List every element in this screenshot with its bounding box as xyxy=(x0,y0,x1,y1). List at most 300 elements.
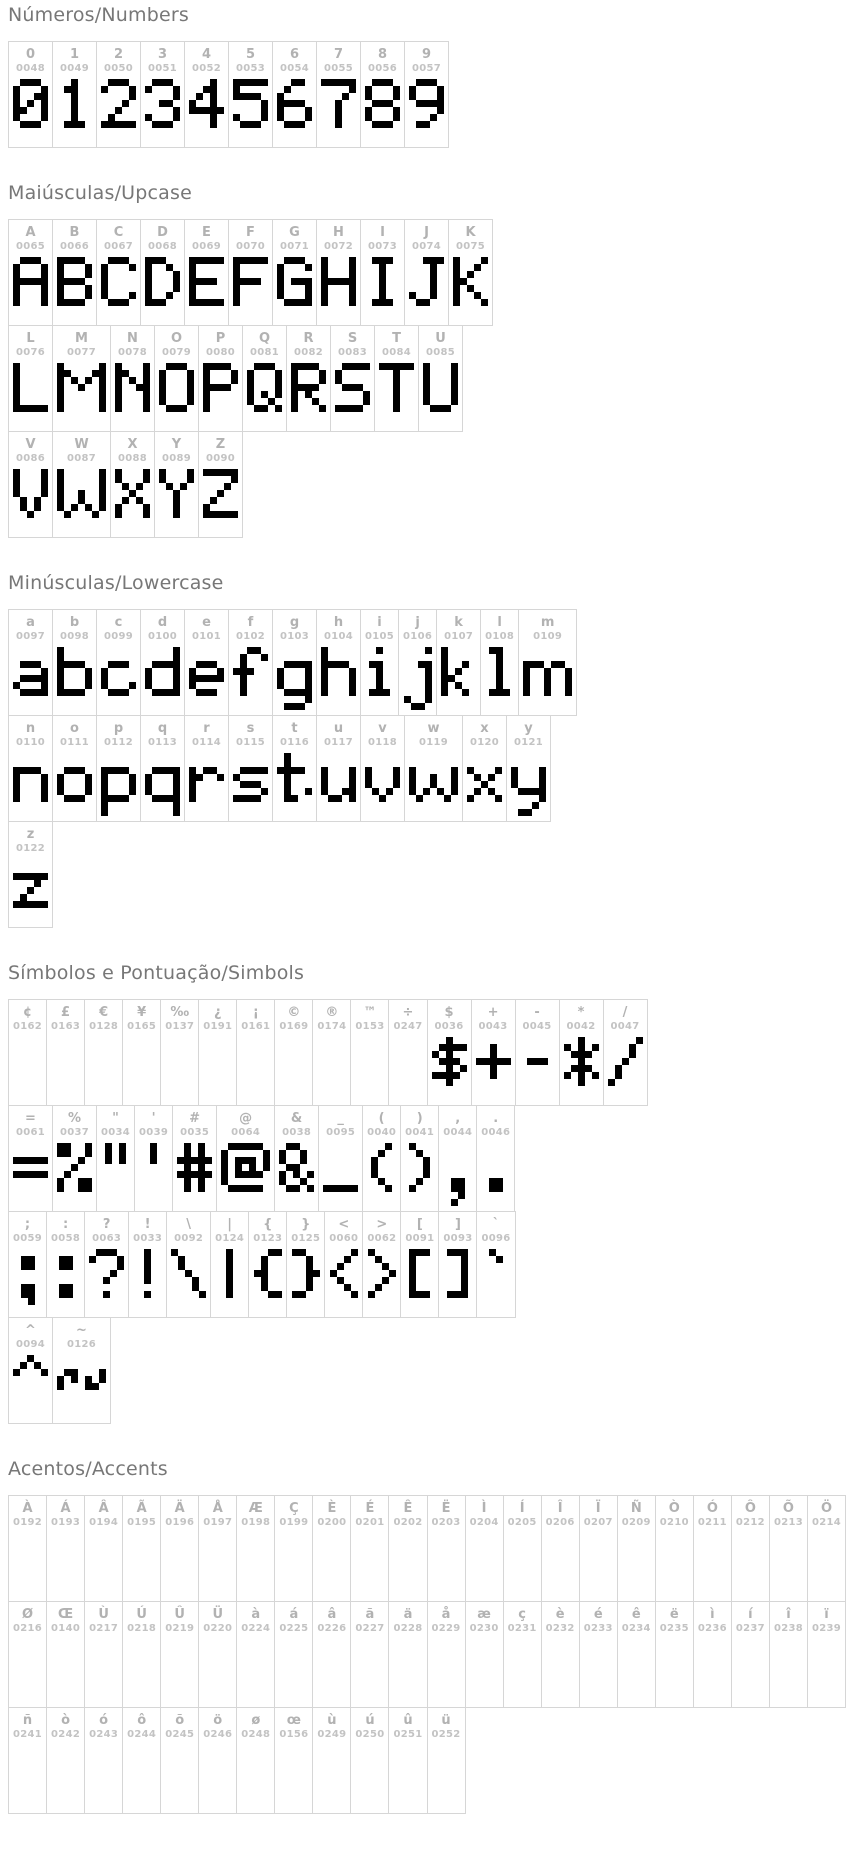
character-label: p xyxy=(113,721,124,736)
character-label: Ü xyxy=(212,1607,224,1622)
character-label: B xyxy=(69,225,80,240)
pixel-glyph xyxy=(608,1037,643,1100)
character-cell xyxy=(96,1106,134,1211)
pixel-glyph xyxy=(57,79,92,142)
character-label: o xyxy=(70,721,79,736)
character-cell xyxy=(398,610,436,715)
character-label: ] xyxy=(454,1217,461,1232)
character-label: u xyxy=(333,721,344,736)
pixel-glyph xyxy=(476,1037,511,1100)
character-label: æ xyxy=(477,1607,491,1622)
character-cell xyxy=(198,1602,236,1707)
character-label: € xyxy=(99,1005,109,1020)
character-label: / xyxy=(622,1005,628,1020)
character-code: 0224 xyxy=(241,1623,271,1634)
character-cell xyxy=(515,1000,559,1105)
pixel-glyph xyxy=(13,753,48,816)
character-code: 0156 xyxy=(279,1729,309,1740)
pixel-glyph xyxy=(13,1143,48,1206)
section-title: Números/Numbers xyxy=(8,4,189,26)
character-label: Æ xyxy=(248,1501,263,1516)
character-code: 0046 xyxy=(481,1127,511,1138)
character-cell xyxy=(9,1106,52,1211)
pixel-glyph xyxy=(159,469,194,532)
character-label: * xyxy=(577,1005,585,1020)
character-label: # xyxy=(189,1111,201,1126)
character-cell xyxy=(210,1212,248,1317)
character-cell xyxy=(184,716,228,821)
character-cell xyxy=(9,822,52,927)
character-row xyxy=(8,219,493,326)
pixel-glyph xyxy=(171,1249,206,1312)
character-cell xyxy=(154,432,198,537)
character-code: 0101 xyxy=(191,631,222,642)
pixel-glyph xyxy=(379,363,414,426)
character-code: 0237 xyxy=(735,1623,765,1634)
character-cell xyxy=(286,326,330,431)
character-code: 0038 xyxy=(282,1127,312,1138)
character-label: Û xyxy=(174,1607,185,1622)
character-label: Õ xyxy=(782,1501,794,1516)
character-cell xyxy=(122,1496,160,1601)
pixel-glyph xyxy=(467,753,502,816)
character-label: w xyxy=(427,721,440,736)
character-label: â xyxy=(327,1607,337,1622)
pixel-glyph xyxy=(21,1249,35,1312)
character-label: ã xyxy=(365,1607,375,1622)
character-cell xyxy=(9,1708,46,1813)
character-code: 0058 xyxy=(51,1233,81,1244)
pixel-glyph xyxy=(409,1249,430,1312)
pixel-glyph xyxy=(321,647,356,710)
section-title: Maiúsculas/Upcase xyxy=(8,182,193,204)
character-cell xyxy=(184,610,228,715)
character-cell xyxy=(286,1212,324,1317)
character-code: 0124 xyxy=(215,1233,245,1244)
character-cell xyxy=(312,1496,350,1601)
character-cell xyxy=(350,1708,388,1813)
character-cell xyxy=(184,42,228,147)
character-cell xyxy=(274,1106,318,1211)
character-cell xyxy=(110,432,154,537)
character-code: 0087 xyxy=(66,453,97,464)
character-cell xyxy=(9,220,52,325)
pixel-glyph xyxy=(145,647,180,710)
character-cell xyxy=(579,1602,617,1707)
character-label: À xyxy=(22,1501,33,1516)
character-code: 0073 xyxy=(367,241,398,252)
character-label: T xyxy=(392,331,401,346)
character-label: " xyxy=(112,1111,119,1126)
pixel-glyph xyxy=(189,647,224,710)
character-cell xyxy=(272,716,316,821)
character-cell xyxy=(122,1000,160,1105)
character-row-wrap xyxy=(8,1106,730,1212)
character-code: 0245 xyxy=(165,1729,195,1740)
character-label: à xyxy=(251,1607,261,1622)
pixel-glyph xyxy=(145,257,180,320)
character-code: 0097 xyxy=(15,631,46,642)
pixel-glyph xyxy=(409,1143,430,1206)
pixel-glyph xyxy=(144,1249,151,1312)
character-cell xyxy=(350,1496,388,1601)
character-label: $ xyxy=(444,1005,454,1020)
character-cell xyxy=(9,610,52,715)
character-code: 0102 xyxy=(235,631,266,642)
character-label: @ xyxy=(239,1111,253,1126)
character-code: 0250 xyxy=(355,1729,385,1740)
character-label: f xyxy=(247,615,254,630)
character-label: Ë xyxy=(441,1501,451,1516)
character-code: 0091 xyxy=(405,1233,435,1244)
character-label: b xyxy=(69,615,80,630)
character-code: 0094 xyxy=(15,1339,46,1350)
character-label: | xyxy=(227,1217,233,1232)
character-cell xyxy=(110,326,154,431)
pixel-glyph xyxy=(101,79,136,142)
character-code: 0251 xyxy=(393,1729,423,1740)
character-cell xyxy=(46,1000,84,1105)
character-cell xyxy=(236,1000,274,1105)
pixel-glyph xyxy=(189,753,224,816)
character-label: } xyxy=(301,1217,311,1232)
character-cell xyxy=(427,1000,471,1105)
character-label: D xyxy=(157,225,168,240)
character-code: 0089 xyxy=(161,453,192,464)
character-label: ! xyxy=(144,1217,151,1232)
character-code: 0204 xyxy=(469,1517,499,1528)
character-code: 0069 xyxy=(191,241,222,252)
pixel-glyph xyxy=(371,1143,392,1206)
character-label: Ù xyxy=(98,1607,109,1622)
section-title: Minúsculas/Lowercase xyxy=(8,572,224,594)
character-label: Ö xyxy=(820,1501,833,1516)
character-code: 0095 xyxy=(326,1127,356,1138)
character-code: 0078 xyxy=(117,347,148,358)
character-code: 0231 xyxy=(507,1623,537,1634)
character-label: h xyxy=(333,615,344,630)
pixel-glyph xyxy=(365,257,400,320)
character-label: ® xyxy=(325,1005,339,1020)
character-cell xyxy=(427,1708,465,1813)
character-code: 0194 xyxy=(89,1517,119,1528)
character-code: 0057 xyxy=(411,63,442,74)
character-label: Q xyxy=(258,331,271,346)
character-code: 0048 xyxy=(15,63,46,74)
pixel-glyph xyxy=(13,469,48,532)
character-cell xyxy=(52,432,110,537)
pixel-glyph xyxy=(13,79,48,142)
pixel-glyph xyxy=(447,1249,468,1312)
character-label: è xyxy=(555,1607,565,1622)
character-label: ~ xyxy=(76,1323,87,1338)
character-label: P xyxy=(215,331,226,346)
character-code: 0051 xyxy=(147,63,178,74)
character-cell xyxy=(96,42,140,147)
character-label: 0 xyxy=(25,47,36,62)
character-code: 0115 xyxy=(235,737,266,748)
character-code: 0111 xyxy=(59,737,90,748)
character-label: x xyxy=(480,721,489,736)
character-code: 0040 xyxy=(367,1127,397,1138)
character-label: Á xyxy=(60,1501,71,1516)
character-code: 0114 xyxy=(191,737,222,748)
character-cell xyxy=(160,1496,198,1601)
character-label: M xyxy=(75,331,88,346)
pixel-glyph xyxy=(369,647,390,710)
character-code: 0056 xyxy=(367,63,398,74)
character-cell xyxy=(172,1106,216,1211)
character-code: 0096 xyxy=(481,1233,511,1244)
character-code: 0083 xyxy=(337,347,368,358)
character-code: 0065 xyxy=(15,241,46,252)
character-label: ï xyxy=(824,1607,829,1622)
character-cell xyxy=(9,1212,46,1317)
character-row-wrap xyxy=(8,1212,730,1318)
character-cell xyxy=(272,610,316,715)
character-label: á xyxy=(289,1607,299,1622)
character-code: 0252 xyxy=(431,1729,461,1740)
character-cell xyxy=(316,42,360,147)
character-code: 0061 xyxy=(15,1127,46,1138)
character-code: 0210 xyxy=(659,1517,689,1528)
character-code: 0193 xyxy=(51,1517,81,1528)
character-code: 0230 xyxy=(469,1623,499,1634)
character-label: n xyxy=(25,721,36,736)
character-label: i xyxy=(377,615,382,630)
character-code: 0165 xyxy=(127,1021,157,1032)
character-label: r xyxy=(203,721,210,736)
pixel-glyph xyxy=(150,1143,157,1206)
character-cell xyxy=(160,1708,198,1813)
character-label: ' xyxy=(151,1111,156,1126)
character-label: ` xyxy=(492,1217,500,1232)
character-code: 0052 xyxy=(191,63,222,74)
pixel-glyph xyxy=(254,1249,282,1312)
character-code: 0125 xyxy=(291,1233,321,1244)
character-label: \ xyxy=(186,1217,192,1232)
character-code: 0242 xyxy=(51,1729,81,1740)
character-label: û xyxy=(403,1713,413,1728)
character-cell xyxy=(140,716,184,821)
character-cell xyxy=(84,1496,122,1601)
character-code: 0192 xyxy=(13,1517,43,1528)
character-cell xyxy=(198,1000,236,1105)
character-code: 0169 xyxy=(279,1021,309,1032)
pixel-glyph xyxy=(177,1143,212,1206)
character-cell xyxy=(160,1602,198,1707)
character-code: 0088 xyxy=(117,453,148,464)
character-cell xyxy=(731,1602,769,1707)
character-label: v xyxy=(378,721,387,736)
character-code: 0161 xyxy=(241,1021,271,1032)
character-cell xyxy=(476,1106,514,1211)
character-cell xyxy=(274,1602,312,1707)
character-label: + xyxy=(487,1005,499,1020)
character-cell xyxy=(52,326,110,431)
pixel-glyph xyxy=(233,79,268,142)
pixel-glyph xyxy=(101,647,136,710)
character-code: 0205 xyxy=(507,1517,537,1528)
character-label: ä xyxy=(403,1607,413,1622)
character-cell xyxy=(316,220,360,325)
character-label: = xyxy=(25,1111,36,1126)
character-label: J xyxy=(424,225,429,240)
character-cell xyxy=(438,1106,476,1211)
character-label: 5 xyxy=(245,47,256,62)
character-label: g xyxy=(289,615,300,630)
character-label: ç xyxy=(518,1607,526,1622)
character-cell xyxy=(198,1496,236,1601)
character-code: 0203 xyxy=(431,1517,461,1528)
character-cell xyxy=(228,220,272,325)
character-label: £ xyxy=(61,1005,71,1020)
character-cell xyxy=(693,1496,731,1601)
character-label: Ø xyxy=(21,1607,34,1622)
character-code: 0233 xyxy=(583,1623,613,1634)
character-cell xyxy=(236,1708,274,1813)
character-cell xyxy=(154,326,198,431)
character-code: 0077 xyxy=(66,347,97,358)
character-cell xyxy=(84,1212,128,1317)
character-label: Œ xyxy=(57,1607,74,1622)
pixel-glyph xyxy=(226,1249,233,1312)
character-label: î xyxy=(786,1607,791,1622)
pixel-glyph xyxy=(520,1037,555,1100)
pixel-glyph xyxy=(432,1037,467,1100)
character-cell xyxy=(427,1496,465,1601)
character-label: ì xyxy=(710,1607,715,1622)
character-cell xyxy=(122,1602,160,1707)
character-code: 0128 xyxy=(89,1021,119,1032)
pixel-glyph xyxy=(368,1249,396,1312)
character-cell xyxy=(388,1708,426,1813)
character-label: U xyxy=(435,331,446,346)
character-label: ¢ xyxy=(23,1005,33,1020)
pixel-glyph xyxy=(57,469,106,532)
character-label: H xyxy=(333,225,344,240)
character-label: R xyxy=(303,331,314,346)
pixel-glyph xyxy=(247,363,282,426)
pixel-glyph xyxy=(13,859,48,922)
character-code: 0092 xyxy=(174,1233,204,1244)
character-label: ÷ xyxy=(402,1005,414,1020)
character-code: 0100 xyxy=(147,631,178,642)
pixel-glyph xyxy=(57,363,106,426)
character-cell xyxy=(465,1496,503,1601)
character-cell xyxy=(9,1496,46,1601)
pixel-glyph xyxy=(233,753,268,816)
character-cell xyxy=(617,1496,655,1601)
character-code: 0106 xyxy=(403,631,433,642)
character-cell xyxy=(436,610,480,715)
character-code: 0238 xyxy=(773,1623,803,1634)
character-code: 0084 xyxy=(381,347,412,358)
character-cell xyxy=(52,1106,96,1211)
pixel-glyph xyxy=(203,363,238,426)
character-code: 0104 xyxy=(323,631,354,642)
pixel-glyph xyxy=(233,257,268,320)
character-code: 0198 xyxy=(241,1517,271,1528)
pixel-glyph xyxy=(89,1249,124,1312)
character-cell xyxy=(160,1000,198,1105)
character-label: ¥ xyxy=(137,1005,147,1020)
character-cell xyxy=(166,1212,210,1317)
character-cell xyxy=(140,610,184,715)
character-label: Ä xyxy=(174,1501,185,1516)
character-code: 0036 xyxy=(434,1021,464,1032)
character-code: 0137 xyxy=(165,1021,195,1032)
character-cell xyxy=(462,716,506,821)
character-label: © xyxy=(287,1005,301,1020)
character-label: É xyxy=(365,1501,375,1516)
character-cell xyxy=(404,220,448,325)
character-row xyxy=(8,1707,466,1814)
character-label: N xyxy=(127,331,138,346)
character-cell xyxy=(9,326,52,431)
character-cell xyxy=(769,1602,807,1707)
character-cell xyxy=(312,1602,350,1707)
character-cell xyxy=(122,1708,160,1813)
character-cell xyxy=(579,1496,617,1601)
character-cell xyxy=(559,1000,603,1105)
character-cell xyxy=(360,220,404,325)
character-cell xyxy=(427,1602,465,1707)
character-row-wrap xyxy=(8,432,730,538)
character-code: 0074 xyxy=(411,241,442,252)
character-code: 0068 xyxy=(147,241,178,252)
pixel-glyph xyxy=(409,257,444,320)
character-cell xyxy=(228,42,272,147)
character-label: ^ xyxy=(25,1323,36,1338)
character-cell xyxy=(248,1212,286,1317)
character-code: 0214 xyxy=(811,1517,842,1528)
character-row-wrap xyxy=(8,822,730,928)
character-code: 0067 xyxy=(103,241,134,252)
pixel-glyph xyxy=(233,647,268,710)
character-code: 0066 xyxy=(59,241,90,252)
character-label: ? xyxy=(102,1217,111,1232)
character-cell xyxy=(140,42,184,147)
character-label: ô xyxy=(137,1713,147,1728)
pixel-glyph xyxy=(59,1249,73,1312)
character-cell xyxy=(324,1212,362,1317)
character-row xyxy=(8,325,463,432)
character-cell xyxy=(198,326,242,431)
character-cell xyxy=(198,432,242,537)
character-label: X xyxy=(127,437,138,452)
character-cell xyxy=(52,1318,110,1423)
character-code: 0199 xyxy=(279,1517,309,1528)
character-label: I xyxy=(380,225,385,240)
character-cell xyxy=(731,1496,769,1601)
pixel-glyph xyxy=(57,647,92,710)
character-cell xyxy=(448,220,492,325)
character-code: 0037 xyxy=(59,1127,90,1138)
character-map-page xyxy=(8,4,842,1814)
character-code: 0206 xyxy=(545,1517,575,1528)
character-label: j xyxy=(415,615,420,630)
character-code: 0079 xyxy=(161,347,192,358)
character-code: 0103 xyxy=(279,631,310,642)
character-code: 0075 xyxy=(455,241,486,252)
character-code: 0110 xyxy=(15,737,46,748)
character-label: Ú xyxy=(136,1607,147,1622)
pixel-glyph xyxy=(409,79,444,142)
character-cell xyxy=(476,1212,514,1317)
character-label: L xyxy=(26,331,35,346)
pixel-glyph xyxy=(57,257,92,320)
